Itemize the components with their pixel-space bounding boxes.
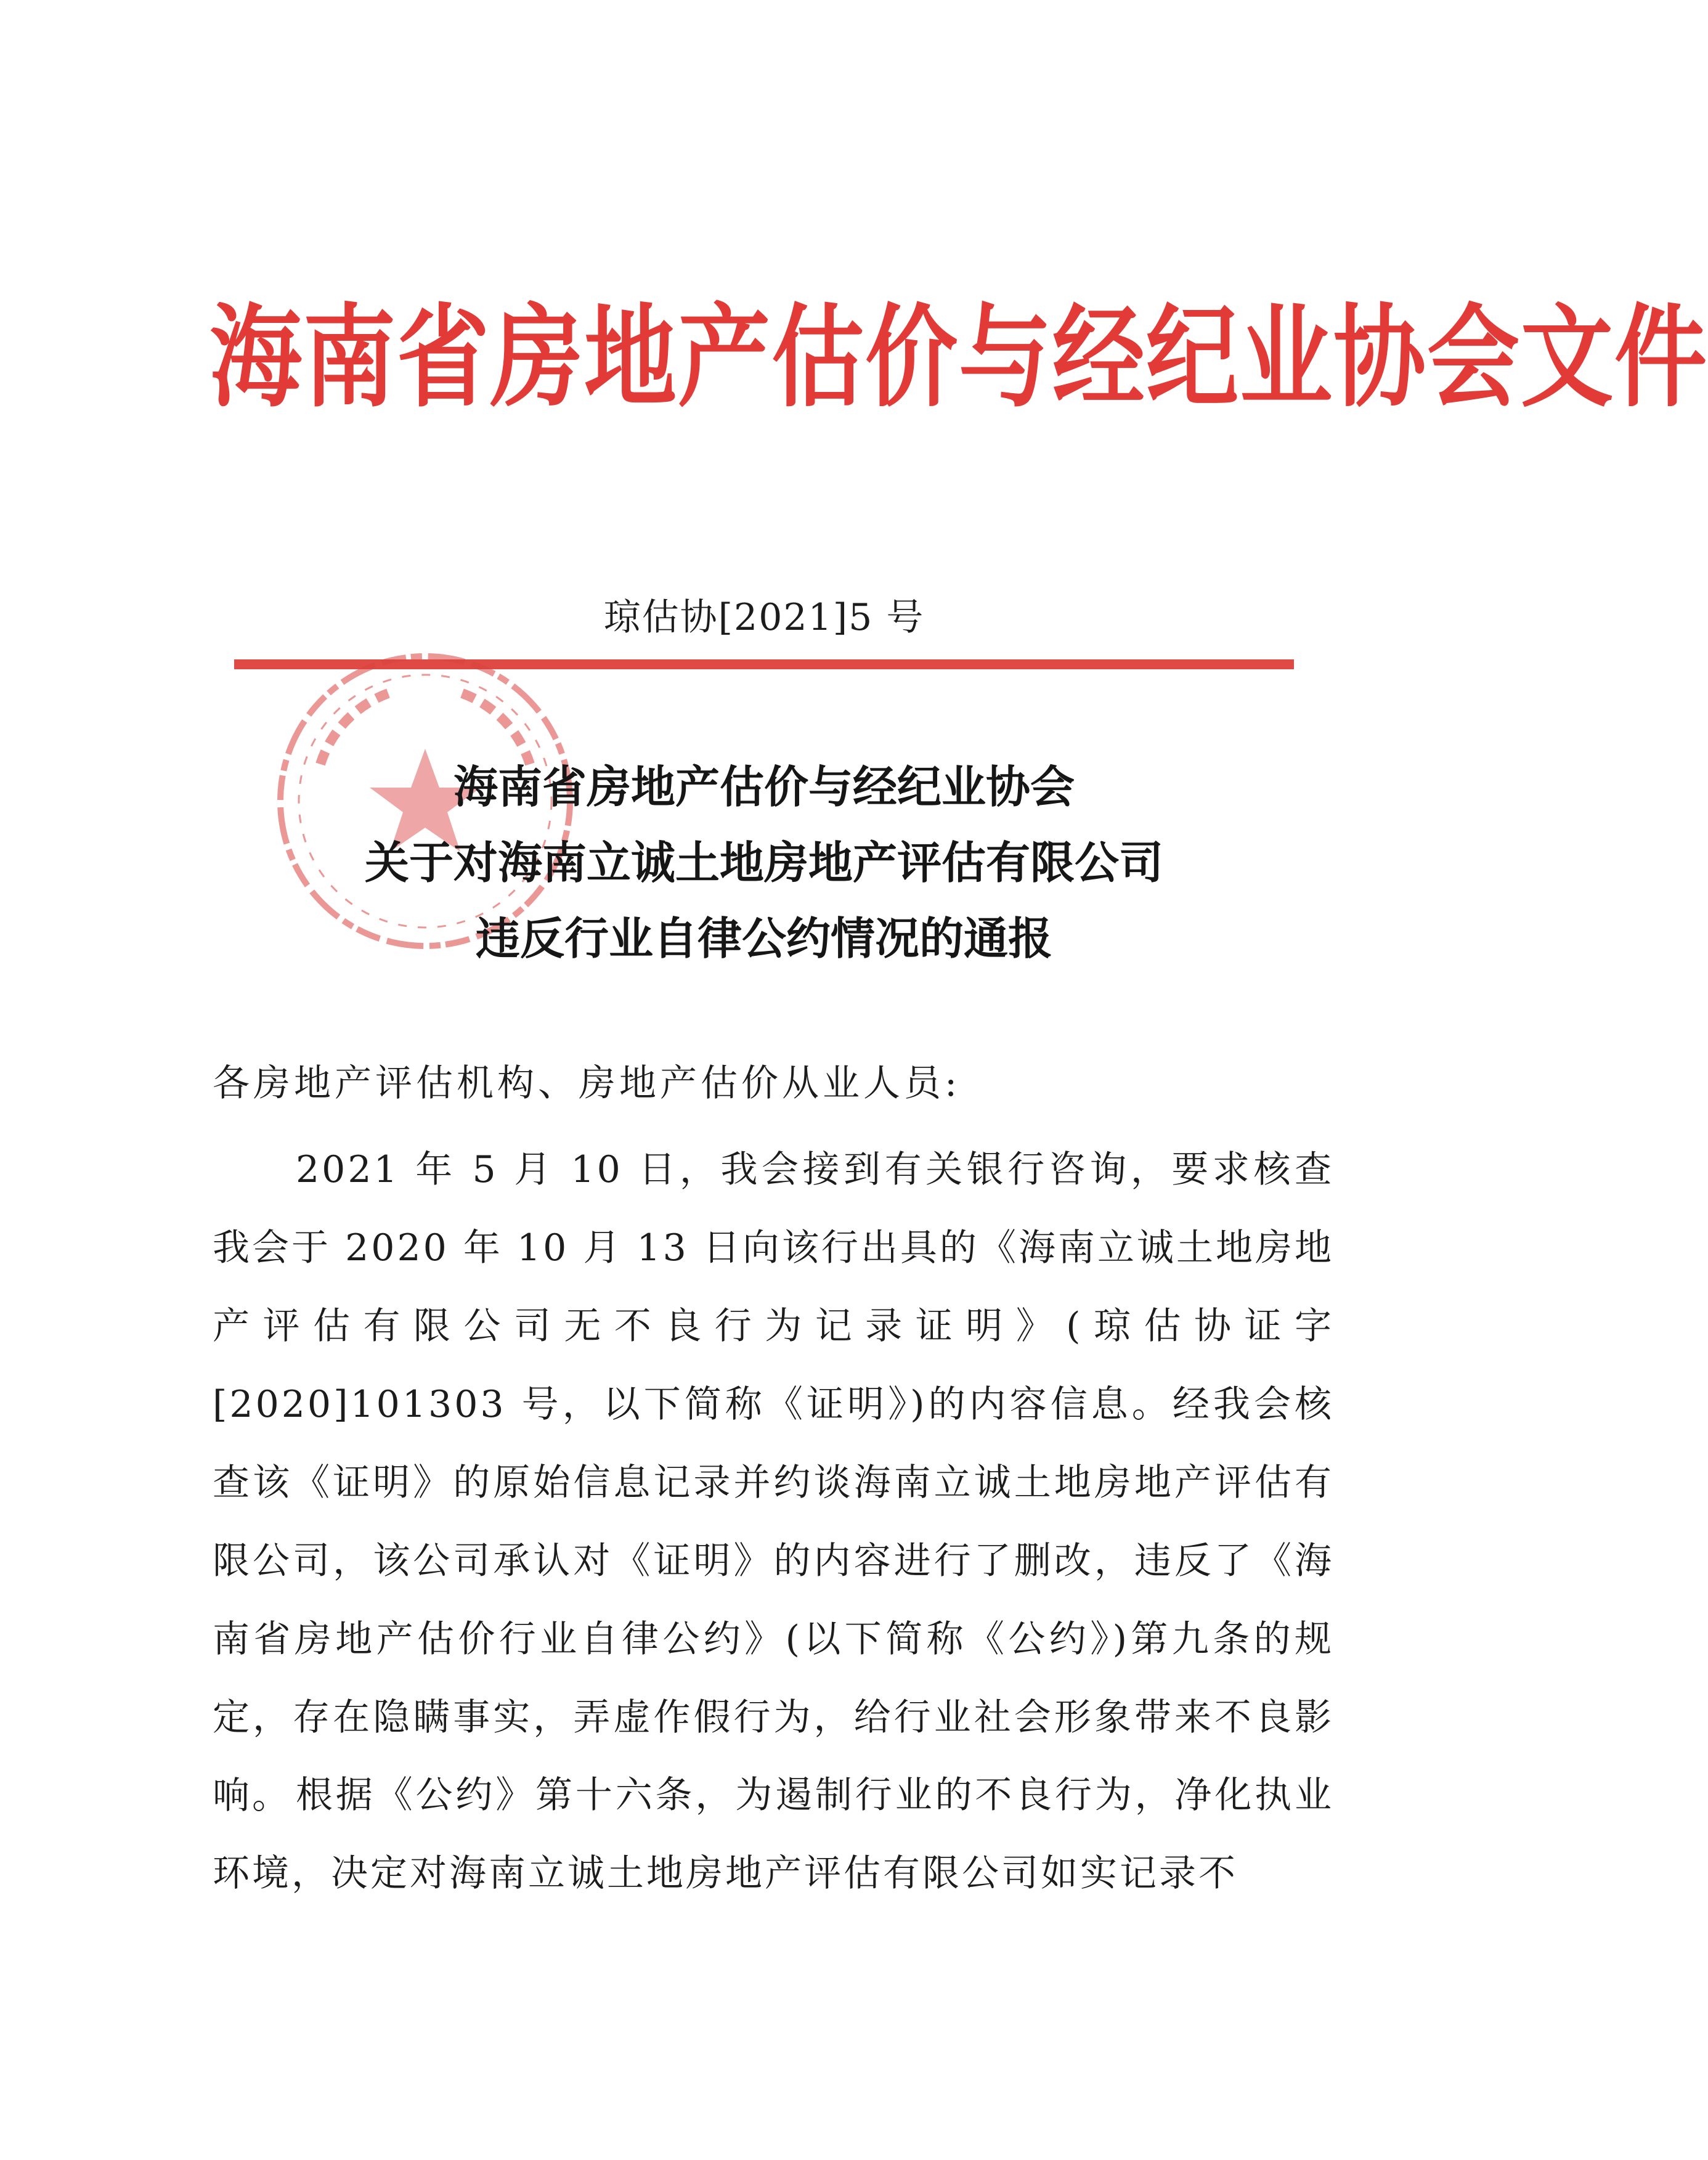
title-line-2: 关于对海南立诚土地房地产评估有限公司 <box>364 836 1163 889</box>
body-paragraph-1: 2021 年 5 月 10 日，我会接到有关银行咨询，要求核查我会于 2020 年 10 月 13 日向该行出具的《海南立诚土地房地产评估有限公司无不良行为记录证明》(琼估协证字[2020]101303 号，以下简称《证明》)的内容信息。经我会核查该《证明》的原始信息记录并约谈海南立诚土地房地产评估有限公司，该公司承认对《证明》的内容进行了删改，违反了《海南省房地产估价行业自律公约》(以下简称《公约》)第九条的规定，存在隐瞒事实，弄虚作假行为，给行业社会形象带来不良影响。 <box>213 1148 1334 1817</box>
title-line-3: 违反行业自律公约情况的通报 <box>475 912 1052 964</box>
title-line-1: 海南省房地产估价与经纪业协会 <box>453 760 1075 813</box>
body-paragraph-2: 根据《公约》第十六条，为遏制行业的不良行为，净化执业环境，决定对海南立诚土地房地产评估有限公司如实记录不 <box>213 1774 1334 1895</box>
document-masthead: 海南省房地产估价与经纪业协会文件 <box>209 292 1708 423</box>
salutation: 各房地产评估机构、房地产估价从业人员: <box>213 1062 961 1105</box>
notice-title <box>0 749 1528 976</box>
document-number: 琼估协[2021]5 号 <box>603 596 925 639</box>
